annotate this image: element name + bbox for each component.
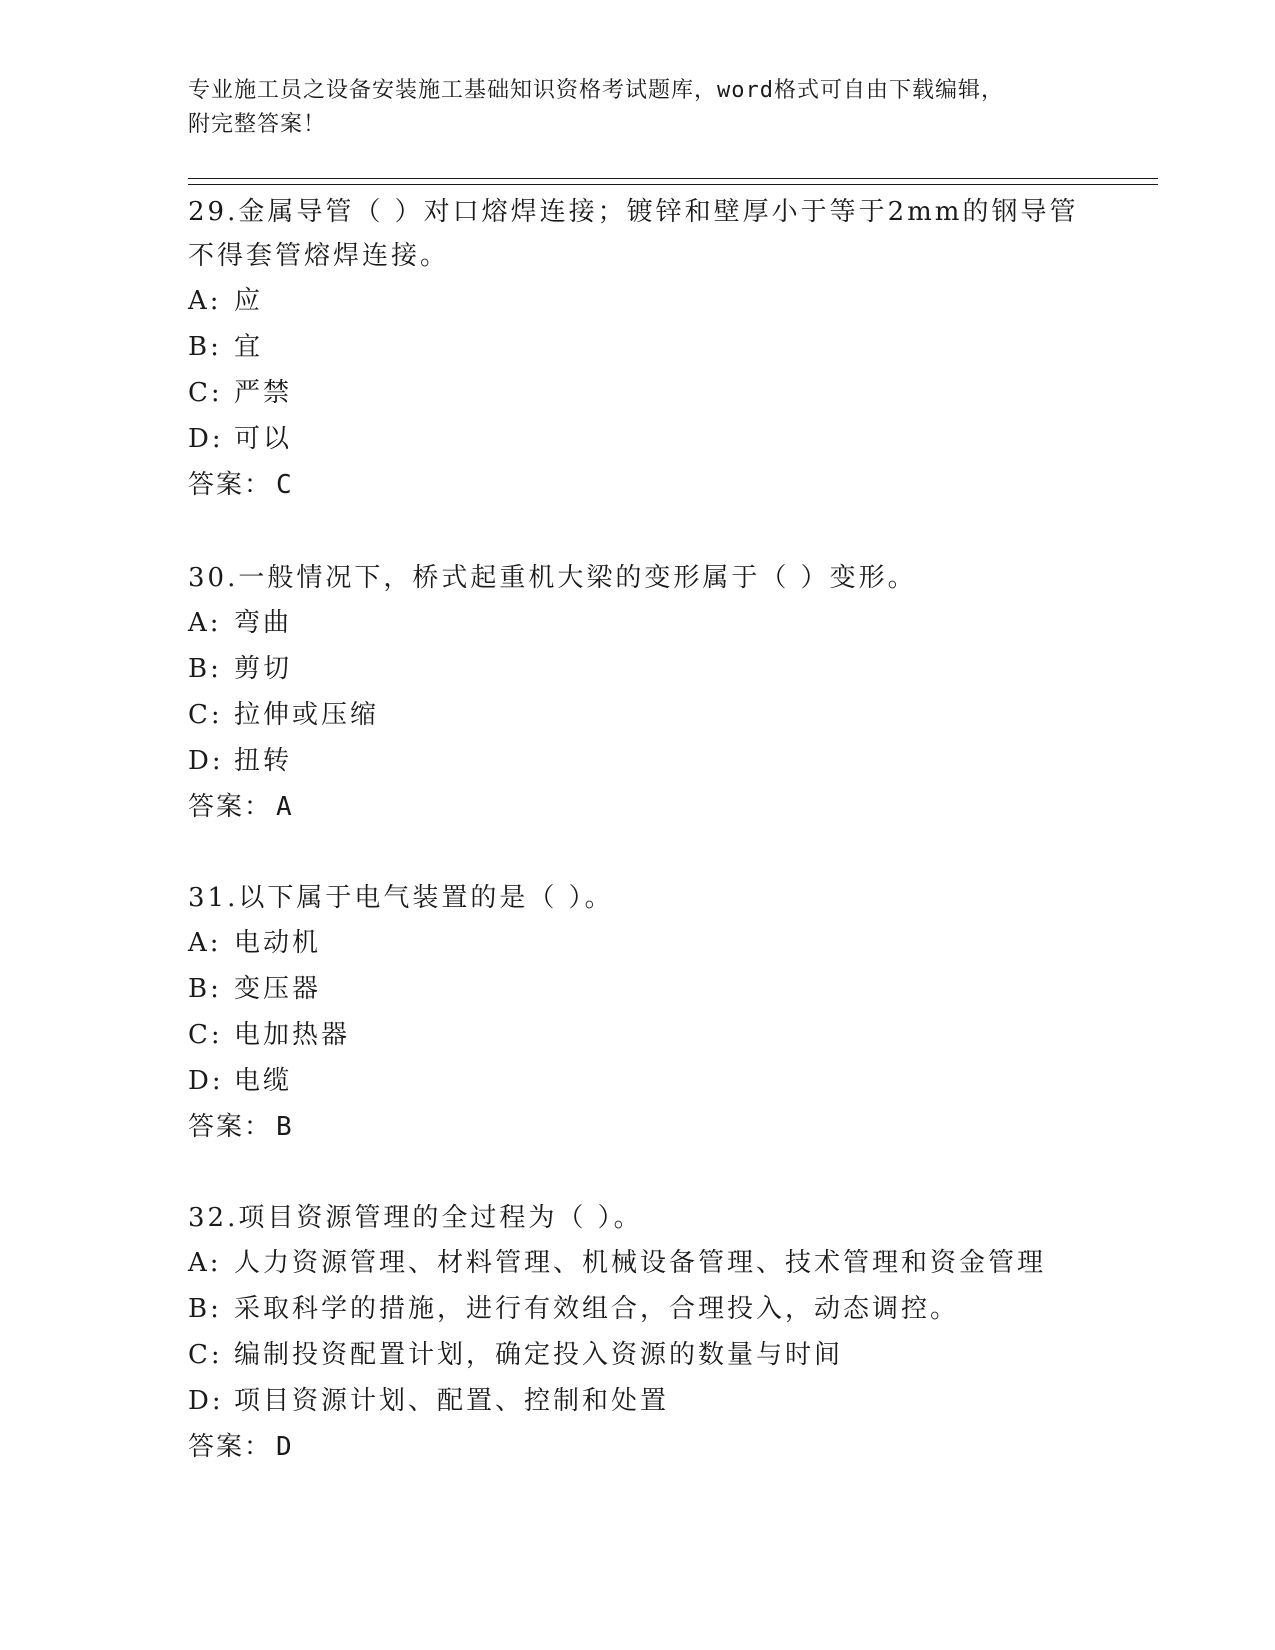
option-a xyxy=(188,278,1088,324)
header-line-2: 附完整答案！ xyxy=(188,112,327,137)
option-text: 弯曲 xyxy=(234,608,293,638)
option-key: C: xyxy=(188,700,223,730)
question-29 xyxy=(188,190,1088,508)
question-30 xyxy=(188,556,1088,830)
option-key: B: xyxy=(188,974,222,1004)
option-b xyxy=(188,646,1088,692)
option-b xyxy=(188,324,1088,370)
header-divider-top xyxy=(188,178,1158,179)
option-text: 剪切 xyxy=(234,654,293,684)
option-c xyxy=(188,692,1088,738)
option-text: 变压器 xyxy=(234,974,322,1004)
answer-line xyxy=(188,784,1088,830)
option-d xyxy=(188,1058,1088,1104)
answer-line xyxy=(188,1104,1088,1150)
question-stem-line-2: 不得套管熔焊连接。 xyxy=(188,241,450,271)
header-divider-bottom xyxy=(188,184,1158,185)
option-a xyxy=(188,600,1088,646)
document-header xyxy=(188,74,1068,142)
option-text: 应 xyxy=(234,286,264,316)
option-key: D: xyxy=(188,424,224,454)
option-key: D: xyxy=(188,1386,224,1416)
option-d xyxy=(188,1378,1088,1424)
answer-label: 答案： xyxy=(188,792,273,822)
answer-label: 答案： xyxy=(188,1112,273,1142)
answer-line xyxy=(188,1424,1088,1470)
option-d xyxy=(188,416,1088,462)
answer-label: 答案： xyxy=(188,1432,273,1462)
option-b xyxy=(188,1286,1088,1332)
option-a xyxy=(188,1240,1088,1286)
option-key: C: xyxy=(188,1020,223,1050)
answer-value: C xyxy=(276,470,294,500)
answer-value: B xyxy=(276,1112,294,1142)
option-text: 严禁 xyxy=(234,378,293,408)
question-31 xyxy=(188,876,1088,1150)
option-text: 电缆 xyxy=(234,1066,293,1096)
option-key: D: xyxy=(188,746,224,776)
answer-value: D xyxy=(276,1432,294,1462)
option-c xyxy=(188,1012,1088,1058)
question-stem-line-1: 29.金属导管（ ）对口熔焊连接；镀锌和壁厚小于等于2mm的钢导管 xyxy=(188,197,1079,227)
question-stem-line-1: 32.项目资源管理的全过程为（ ）。 xyxy=(188,1203,643,1233)
answer-value: A xyxy=(276,792,294,822)
option-a xyxy=(188,920,1088,966)
answer-label: 答案： xyxy=(188,470,273,500)
option-b xyxy=(188,966,1088,1012)
option-key: A: xyxy=(188,1248,222,1278)
option-text: 采取科学的措施，进行有效组合，合理投入，动态调控。 xyxy=(234,1294,960,1324)
option-text: 扭转 xyxy=(234,746,293,776)
option-key: B: xyxy=(188,332,222,362)
option-text: 编制投资配置计划，确定投入资源的数量与时间 xyxy=(234,1340,844,1370)
option-d xyxy=(188,738,1088,784)
option-key: A: xyxy=(188,286,222,316)
header-line-1: 专业施工员之设备安装施工基础知识资格考试题库，word格式可自由下载编辑， xyxy=(188,78,1004,103)
option-text: 可以 xyxy=(234,424,293,454)
option-text: 电加热器 xyxy=(234,1020,351,1050)
option-c xyxy=(188,1332,1088,1378)
option-key: A: xyxy=(188,608,222,638)
option-key: A: xyxy=(188,928,222,958)
option-key: D: xyxy=(188,1066,224,1096)
option-c xyxy=(188,370,1088,416)
question-32 xyxy=(188,1196,1088,1470)
option-key: C: xyxy=(188,1340,223,1370)
answer-line xyxy=(188,462,1088,508)
option-key: B: xyxy=(188,654,222,684)
option-text: 电动机 xyxy=(234,928,322,958)
option-text: 拉伸或压缩 xyxy=(234,700,380,730)
option-key: C: xyxy=(188,378,223,408)
question-stem-line-1: 31.以下属于电气装置的是（ ）。 xyxy=(188,883,614,913)
option-key: B: xyxy=(188,1294,222,1324)
question-stem-line-1: 30.一般情况下，桥式起重机大梁的变形属于（ ）变形。 xyxy=(188,563,917,593)
option-text: 项目资源计划、配置、控制和处置 xyxy=(234,1386,670,1416)
option-text: 人力资源管理、材料管理、机械设备管理、技术管理和资金管理 xyxy=(234,1248,1047,1278)
option-text: 宜 xyxy=(234,332,264,362)
